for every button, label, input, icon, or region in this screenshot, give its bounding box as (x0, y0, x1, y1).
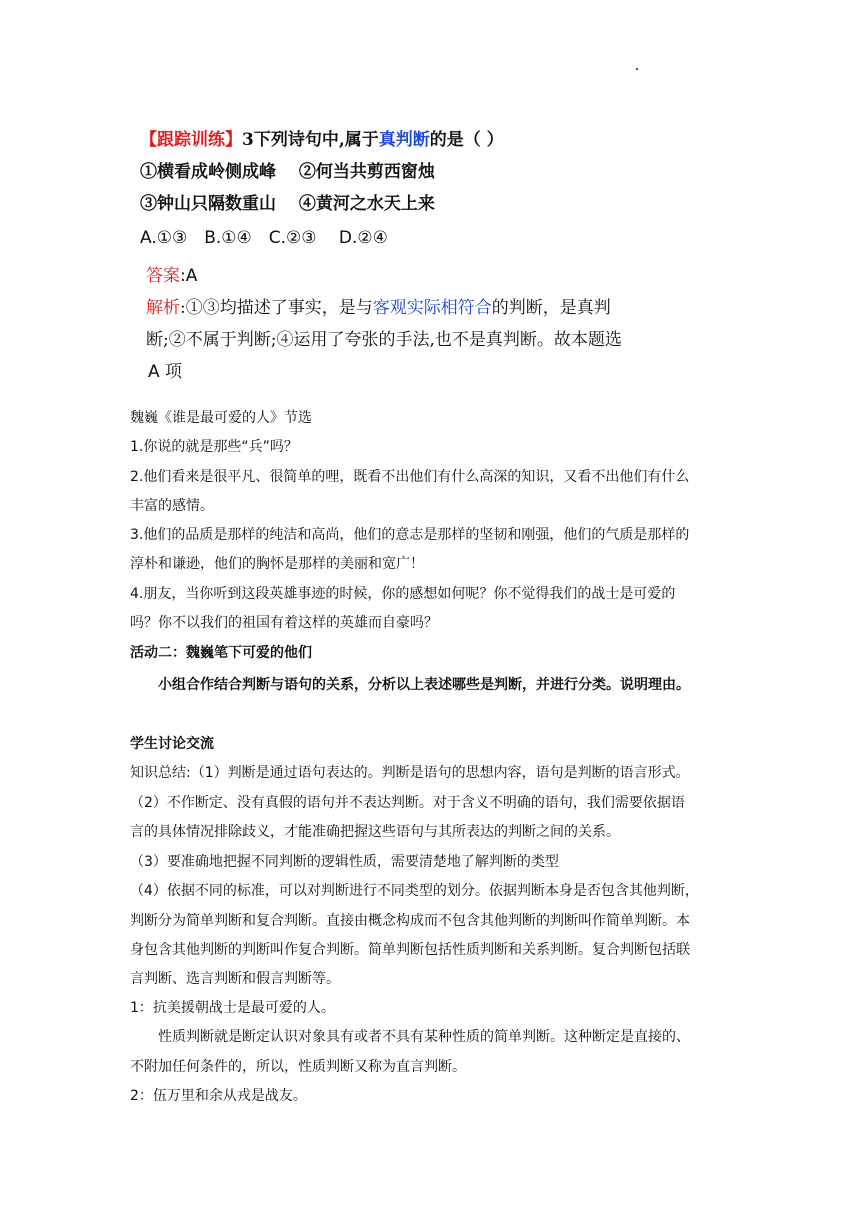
answer-line (146, 264, 197, 288)
example-1-explanation: 性质判断就是断定认识对象具有或者不具有某种性质的简单判断。这种断定是直接的、 (158, 1029, 690, 1045)
example-1: 1：抗美援朝战士是最可爱的人。 (130, 1000, 335, 1016)
excerpt-item-2-cont: 丰富的感情。 (130, 498, 214, 514)
summary-4-cont-2: 身包含其他判断的判断叫作复合判断。简单判断包括性质判断和关系判断。复合判断包括联 (130, 942, 690, 958)
excerpt-item-2: 2.他们看来是很平凡、很简单的哩，既看不出他们有什么高深的知识，又看不出他们有什么 (130, 469, 690, 485)
excerpt-item-4: 4.朋友，当你听到这段英雄事迹的时候，你的感想如何呢？你不觉得我们的战士是可爱的 (130, 586, 676, 602)
activity-heading: 活动二：魏巍笔下可爱的他们 (130, 645, 312, 661)
answer-label: 答案 (146, 266, 180, 286)
question-stem: 【跟踪训练】3下列诗句中,属于真判断的是（ ） (140, 130, 504, 150)
example-2: 2：伍万里和余从戎是战友。 (130, 1088, 307, 1104)
summary-3: （3）要准确地把握不同判断的逻辑性质，需要清楚地了解判断的类型 (130, 854, 559, 870)
activity-instruction: 小组合作结合判断与语句的关系，分析以上表述哪些是判断，并进行分类。说明理由。 (158, 677, 690, 693)
summary-4-cont-1: 判断分为简单判断和复合判断。直接由概念构成而不包含其他判断的判断叫作简单判断。本 (130, 913, 690, 929)
summary-2: （2）不作断定、没有真假的语句并不表达判断。对于含义不明确的语句，我们需要依据语 (130, 795, 685, 811)
summary-4: （4）依据不同的标准，可以对判断进行不同类型的划分。依据判断本身是否包含其他判断， (130, 883, 699, 899)
excerpt-item-4-cont: 吗？你不以我们的祖国有着这样的英雄而自豪吗？ (130, 615, 438, 631)
excerpt-title: 魏巍《谁是最可爱的人》节选 (130, 410, 312, 426)
question-line-3: ③钟山只隔数重山 ④黄河之水天上来 (140, 194, 435, 214)
question-tag: 【跟踪训练】 (140, 130, 242, 150)
explanation-line-3: A 项 (148, 362, 183, 382)
summary-2-cont: 言的具体情况排除歧义，才能准确把握这些语句与其所表达的判断之间的关系。 (130, 824, 620, 840)
explanation-line-1: 解析:①③均描述了事实，是与客观实际相符合的判断，是真判 (146, 298, 611, 318)
question-options: A.①③ B.①④ C.②③ D.②④ (140, 228, 388, 248)
page-dot (636, 68, 638, 70)
answer-value: :A (180, 266, 198, 286)
discussion-heading: 学生讨论交流 (130, 736, 214, 752)
excerpt-item-3: 3.他们的品质是那样的纯洁和高尚，他们的意志是那样的坚韧和刚强，他们的气质是那样的 (130, 527, 690, 543)
explanation-label: 解析 (146, 298, 180, 318)
excerpt-item-3-cont: 淳朴和谦逊，他们的胸怀是那样的美丽和宽广！ (130, 556, 424, 572)
summary-1: 知识总结:（1）判断是通过语句表达的。判断是语句的思想内容，语句是判断的语言形式。 (130, 765, 690, 781)
example-1-explanation-cont: 不附加任何条件的，所以，性质判断又称为直言判断。 (130, 1059, 466, 1075)
excerpt-item-1: 1.你说的就是那些“兵”吗？ (130, 439, 298, 455)
question-line-2: ①横看成岭侧成峰 ②何当共剪西窗烛 (140, 162, 435, 182)
question-keyword: 真判断 (378, 130, 430, 150)
explanation-keyword: 客观实际相符合 (372, 298, 492, 318)
summary-4-cont-3: 言判断、选言判断和假言判断等。 (130, 971, 340, 987)
explanation-line-2: 断;②不属于判断;④运用了夸张的手法,也不是真判断。故本题选 (146, 330, 622, 350)
